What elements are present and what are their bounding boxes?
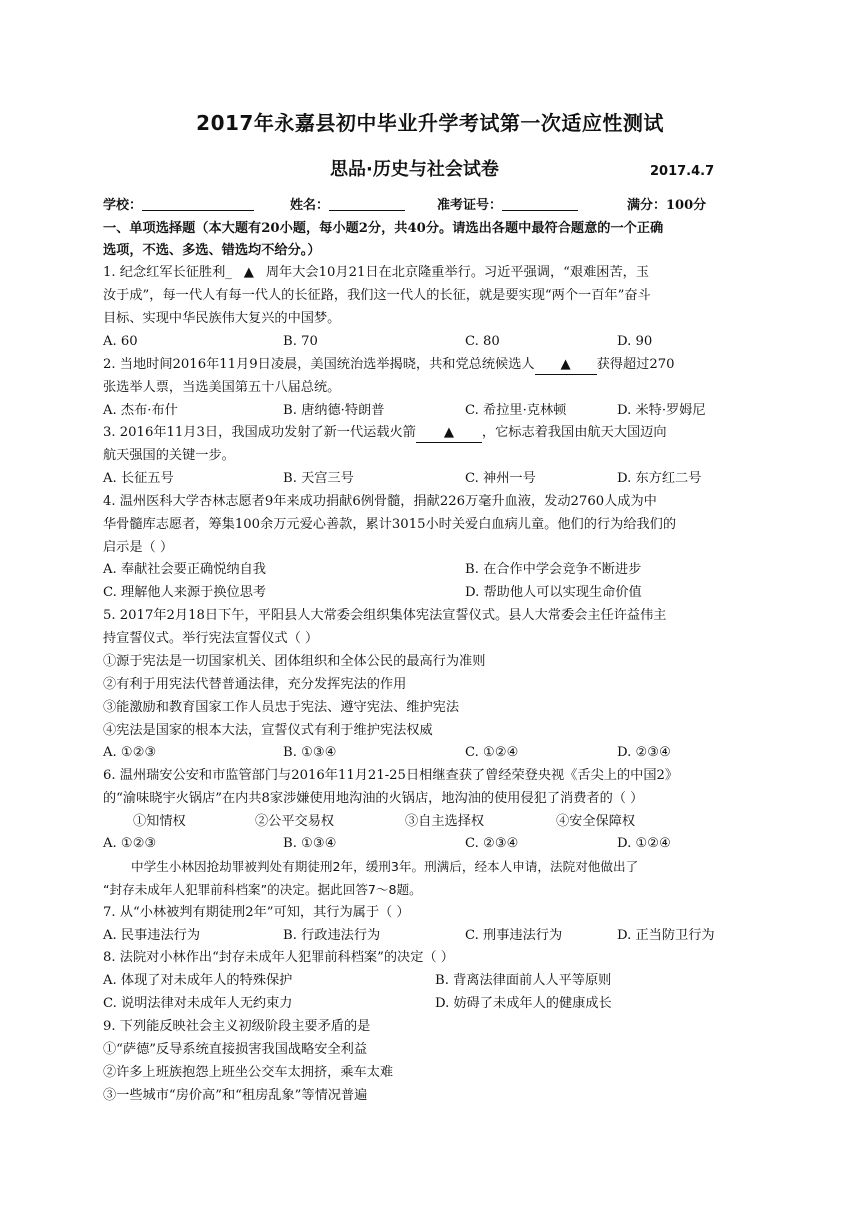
q2-blank-mark: ▲ <box>535 356 597 375</box>
q9-item-1: ①“萨德”反导系统直接损害我国战略安全利益 <box>103 1042 368 1057</box>
q1-option-d: D. 90 <box>617 334 653 349</box>
q6-item-1: ①知情权 <box>133 814 186 829</box>
school-blank <box>142 196 254 211</box>
q5-option-d: D. ②③④ <box>617 745 671 760</box>
q2-line2: 张选举人票，当选美国第五十八届总统。 <box>103 380 341 395</box>
q3-option-d: D. 东方红二号 <box>617 471 702 486</box>
q8-option-c: C. 说明法律对未成年人无约束力 <box>103 996 293 1011</box>
q8-line1: 8. 法院对小林作出“封存未成年人犯罪前科档案”的决定（ ） <box>103 950 454 965</box>
name-blank <box>329 196 405 211</box>
q1-text-post: 周年大会10月21日在北京隆重举行。习近平强调，“艰难困苦，玉 <box>265 265 650 280</box>
q7-option-a: A. 民事违法行为 <box>103 928 201 943</box>
exam-number-label: 准考证号： <box>437 198 503 213</box>
q9-item-3: ③一些城市“房价高”和“租房乱象”等情况普遍 <box>103 1088 368 1103</box>
q5-item-1: ①源于宪法是一切国家机关、团体组织和全体公民的最高行为准则 <box>103 654 486 669</box>
q8-options-row1 <box>103 970 763 992</box>
q1-text-pre: 1. 纪念红军长征胜利_ <box>103 265 232 280</box>
q3-line2: 航天强国的关键一步。 <box>103 448 235 463</box>
q3-line1 <box>103 422 759 444</box>
q2-option-d: D. 米特·罗姆尼 <box>617 403 706 418</box>
q6-options <box>103 833 763 855</box>
q3-text-post: ，它标志着我国由航天大国迈向 <box>481 425 667 440</box>
exam-number-field <box>437 195 578 217</box>
q4-option-d: D. 帮助他人可以实现生命价值 <box>465 585 642 600</box>
q2-text-post: 获得超过270 <box>596 357 675 372</box>
q4-option-a: A. 奉献社会要正确悦纳自我 <box>103 562 266 577</box>
q3-option-a: A. 长征五号 <box>103 471 174 486</box>
q5-options <box>103 742 763 764</box>
q7-option-c: C. 刑事违法行为 <box>465 928 563 943</box>
full-score: 满分：100分 <box>627 198 707 213</box>
q4-option-c: C. 理解他人来源于换位思考 <box>103 585 267 600</box>
q6-item-2: ②公平交易权 <box>255 814 335 829</box>
q7-line1: 7. 从“小林被判有期徒刑2年”可知，其行为属于（ ） <box>103 905 410 920</box>
q9-item-2: ②许多上班族抱怨上班坐公交车太拥挤，乘车太难 <box>103 1065 394 1080</box>
q2-text-pre: 2. 当地时间2016年11月9日凌晨，美国统治选举揭晓，共和党总统候选人 <box>103 357 535 372</box>
q6-option-d: D. ①②④ <box>617 836 671 851</box>
q1-option-c: C. 80 <box>465 334 500 349</box>
school-label: 学校： <box>103 198 143 213</box>
q4-option-b: B. 在合作中学会竞争不断进步 <box>465 562 642 577</box>
exam-title: 2017年永嘉县初中毕业升学考试第一次适应性测试 <box>196 111 664 135</box>
q2-option-a: A. 杰布·布什 <box>103 403 178 418</box>
q2-option-b: B. 唐纳德·特朗普 <box>283 403 385 418</box>
name-label: 姓名： <box>290 198 330 213</box>
q7-option-d: D. 正当防卫行为 <box>617 928 715 943</box>
q5-item-3: ③能激励和教育国家工作人员忠于宪法、遵守宪法、维护宪法 <box>103 700 460 715</box>
section-heading-line1: 一、单项选择题（本大题有20小题，每小题2分，共40分。请选出各题中最符合题意的一个正确 <box>103 221 664 236</box>
q9-line1: 9. 下列能反映社会主义初级阶段主要矛盾的是 <box>103 1019 371 1034</box>
q1-line3: 目标、实现中华民族伟大复兴的中国梦。 <box>103 311 341 326</box>
q2-line1 <box>103 354 759 376</box>
q6-items <box>103 811 763 833</box>
q1-option-b: B. 70 <box>283 334 318 349</box>
q5-option-c: C. ①②④ <box>465 745 519 760</box>
case-line1: 中学生小林因抢劫罪被判处有期徒刑2年，缓刑3年。刑满后，经本人申请，法院对他做出了 <box>131 859 639 874</box>
q4-line2: 华骨髓库志愿者，筹集100余万元爱心善款，累计3015小时关爱白血病儿童。他们的行为给我们的 <box>103 517 677 532</box>
case-line2: “封存未成年人犯罪前科档案”的决定。据此回答7～8题。 <box>103 882 422 897</box>
q3-options <box>103 468 763 490</box>
q8-option-d: D. 妨碍了未成年人的健康成长 <box>435 996 612 1011</box>
q8-options-row2 <box>103 993 763 1015</box>
name-field <box>290 195 405 217</box>
q5-option-a: A. ①②③ <box>103 745 157 760</box>
q1-blank-mark: ▲ <box>243 265 254 280</box>
q5-item-4: ④宪法是国家的根本大法，宣誓仪式有利于维护宪法权威 <box>103 723 433 738</box>
q2-options <box>103 400 763 422</box>
q6-option-c: C. ②③④ <box>465 836 519 851</box>
school-field <box>103 195 254 217</box>
q8-option-b: B. 背离法律面前人人平等原则 <box>435 973 612 988</box>
q7-options <box>103 925 763 947</box>
q4-options-row1 <box>103 559 763 581</box>
exam-date: 2017.4.7 <box>650 164 715 179</box>
q1-line2: 汝于成”，每一代人有每一代人的长征路，我们这一代人的长征，就是要实现“两个一百年”奋斗 <box>103 288 651 303</box>
q6-option-a: A. ①②③ <box>103 836 157 851</box>
q5-line1: 5. 2017年2月18日下午，平阳县人大常委会组织集体宪法宣誓仪式。县人大常委会主任许益伟主 <box>103 608 667 623</box>
q1-option-a: A. 60 <box>103 334 138 349</box>
q3-option-b: B. 天宫三号 <box>283 471 354 486</box>
exam-number-blank <box>502 196 578 211</box>
q5-line2: 持宣誓仪式。举行宪法宣誓仪式（ ） <box>103 631 319 646</box>
q6-line2: 的“渝味晓宇火锅店”在内共8家涉嫌使用地沟油的火锅店，地沟油的使用侵犯了消费者的（ ） <box>103 791 644 806</box>
q7-option-b: B. 行政违法行为 <box>283 928 381 943</box>
q4-line1: 4. 温州医科大学杏林志愿者9年来成功捐献6例骨髓，捐献226万毫升血液，发动2760人成为中 <box>103 494 657 509</box>
q3-blank-mark: ▲ <box>416 424 482 443</box>
q8-option-a: A. 体现了对未成年人的特殊保护 <box>103 973 293 988</box>
section-heading-line2: 选项，不选、多选、错选均不给分。） <box>103 243 321 258</box>
q5-option-b: B. ①③④ <box>283 745 337 760</box>
q2-option-c: C. 希拉里·克林顿 <box>465 403 567 418</box>
q6-item-4: ④安全保障权 <box>556 814 636 829</box>
q3-option-c: C. 神州一号 <box>465 471 536 486</box>
exam-subtitle: 思品·历史与社会试卷 <box>330 159 499 180</box>
q6-option-b: B. ①③④ <box>283 836 337 851</box>
q5-item-2: ②有利于用宪法代替普通法律，充分发挥宪法的作用 <box>103 677 407 692</box>
q3-text-pre: 3. 2016年11月3日，我国成功发射了新一代运载火箭 <box>103 425 416 440</box>
q4-line3: 启示是（ ） <box>103 540 174 555</box>
q6-line1: 6. 温州瑞安公安和市监管部门与2016年11月21-25日相继查获了曾经荣登央视《舌尖上的中国2》 <box>103 768 679 783</box>
q1-line1 <box>103 262 759 284</box>
q6-item-3: ③自主选择权 <box>405 814 485 829</box>
q1-options <box>103 331 763 353</box>
q4-options-row2 <box>103 582 763 604</box>
